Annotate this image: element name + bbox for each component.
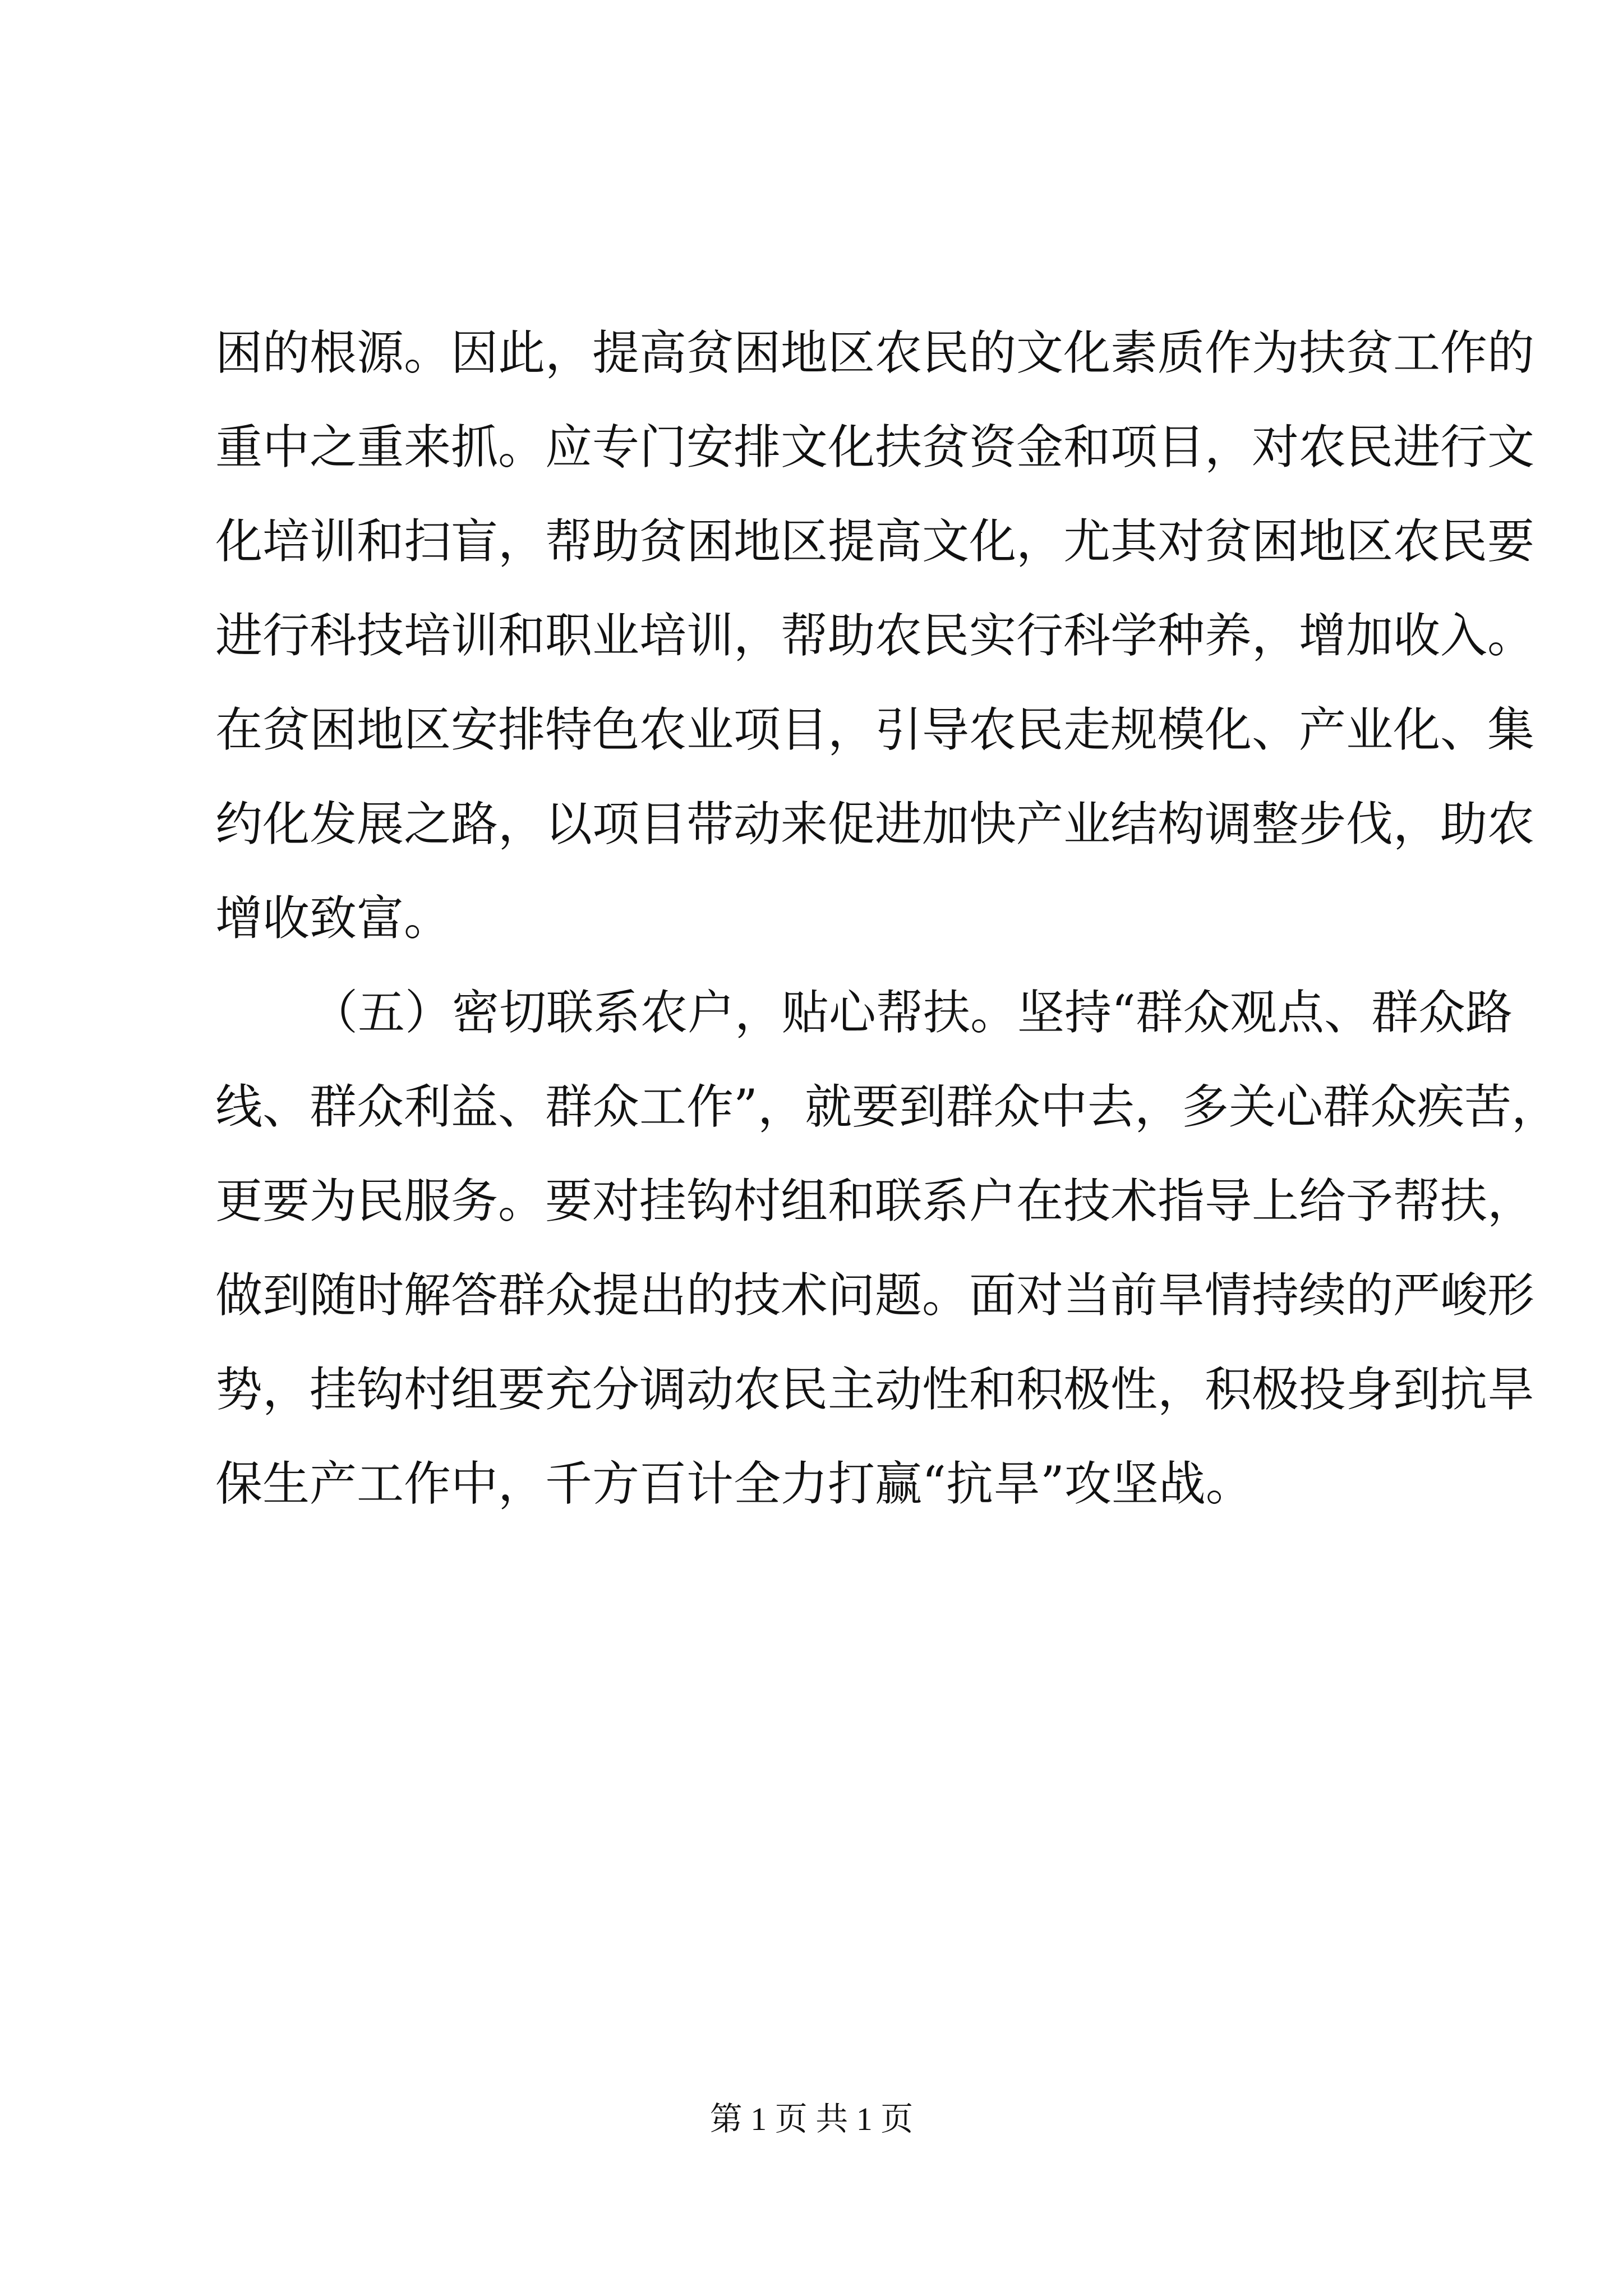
paragraph-line: 困的根源。因此，提高贫困地区农民的文化素质作为扶贫工作的 bbox=[215, 325, 1535, 380]
body-text bbox=[215, 306, 1559, 1531]
paragraph-line: 增收致富。 bbox=[215, 891, 451, 946]
paragraph-line: 约化发展之路，以项目带动来促进加快产业结构调整步伐，助农 bbox=[215, 797, 1535, 852]
paragraph-line: 更要为民服务。要对挂钩村组和联系户在技术指导上给予帮扶， bbox=[215, 1174, 1535, 1228]
paragraph-line: 化培训和扫盲，帮助贫困地区提高文化，尤其对贫困地区农民要 bbox=[215, 514, 1535, 569]
paragraph-line: 线、群众利益、群众工作”，就要到群众中去，多关心群众疾苦， bbox=[215, 1079, 1559, 1134]
paragraph-line: 进行科技培训和职业培训，帮助农民实行科学种养，增加收入。 bbox=[215, 608, 1535, 663]
paragraph-line: 在贫困地区安排特色农业项目，引导农民走规模化、产业化、集 bbox=[215, 702, 1535, 757]
paragraph-line: 重中之重来抓。应专门安排文化扶贫资金和项目，对农民进行文 bbox=[215, 420, 1535, 475]
page-number-footer: 第 1 页 共 1 页 bbox=[709, 2101, 914, 2137]
paragraph-line: （五）密切联系农户，贴心帮扶。坚持“群众观点、群众路 bbox=[311, 985, 1513, 1040]
paragraph-line: 保生产工作中，千方百计全力打赢“抗旱”攻坚战。 bbox=[215, 1456, 1253, 1511]
paragraph-line: 势，挂钩村组要充分调动农民主动性和积极性，积极投身到抗旱 bbox=[215, 1362, 1535, 1417]
paragraph-line: 做到随时解答群众提出的技术问题。面对当前旱情持续的严峻形 bbox=[215, 1268, 1535, 1323]
